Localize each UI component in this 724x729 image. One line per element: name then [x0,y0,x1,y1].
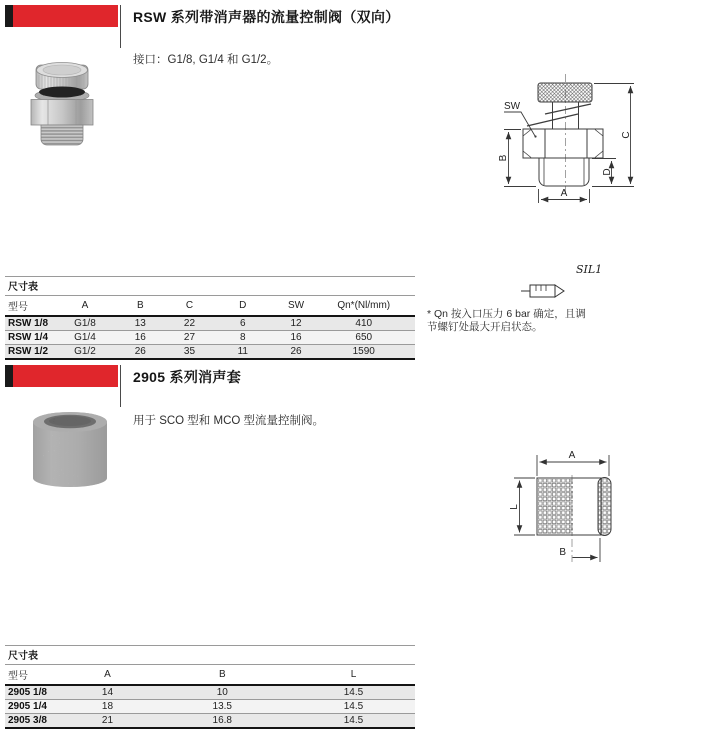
model-cell: RSW 1/2 [5,345,62,360]
table-row: 2905 1/4 18 13.5 14.5 [5,700,415,714]
column-header: A [62,665,152,685]
column-header: B [107,296,173,316]
table-row: RSW 1/2 G1/2 26 35 11 26 1590 [5,345,415,360]
model-cell: RSW 1/8 [5,316,62,331]
section1-red-bar [13,5,118,27]
dimensions-table-rsw [5,276,415,360]
header-row [5,665,415,685]
dim-a-label: A [560,188,568,199]
table-row: 2905 3/8 21 16.8 14.5 [5,714,415,729]
table-row: 2905 1/8 14 10 14.5 [5,685,415,700]
dim-a-label: A [568,450,576,461]
silencer-sleeve-photo [25,406,115,503]
dim-sw-label: SW [504,101,521,112]
model-cell: 2905 3/8 [5,714,62,729]
column-header: C [173,296,206,316]
dim-b-label: B [498,154,509,162]
column-header: L [292,665,415,685]
section2-red-bar [13,365,118,387]
dim-d-label: D [602,168,613,176]
table-row: RSW 1/8 G1/8 13 22 6 12 410 [5,316,415,331]
silencer-symbol-icon [521,285,564,297]
rsw-valve-drawing [420,40,724,310]
dimensions-table-2905 [5,645,415,729]
model-cell: 2905 1/4 [5,700,62,714]
section2-divider [120,365,121,407]
header-row [5,296,415,316]
column-header: 型号 [5,296,62,316]
section2-description: 用于 SCO 型和 MCO 型流量控制阀。 [133,415,325,427]
table-row: RSW 1/4 G1/4 16 27 8 16 650 [5,331,415,345]
section1-divider [120,5,121,48]
sil1-label: SIL1 [576,263,603,276]
column-header: SW [280,296,313,316]
silencer-sleeve-drawing [488,428,724,585]
section1-black-tab [5,5,13,27]
dim-b-label: B [559,547,566,558]
column-header: A [62,296,107,316]
section1-description: 接口：G1/8, G1/4 和 G1/2。 [133,54,279,66]
dim-c-label: C [621,131,632,139]
table-caption: 尺寸表 [5,645,415,665]
qn-footnote: * Qn 按入口压力 6 bar 确定，且调 节螺钉处最大开启状态。 [427,308,586,333]
column-header: 型号 [5,665,62,685]
rsw-valve-photo [30,55,94,152]
model-cell: RSW 1/4 [5,331,62,345]
section1-title: RSW 系列带消声器的流量控制阀（双向） [133,9,400,25]
column-header: Qn*(Nl/mm) [312,296,415,316]
dim-l-label: L [509,504,520,510]
column-header: B [153,665,292,685]
table-caption: 尺寸表 [5,276,415,296]
model-cell: 2905 1/8 [5,685,62,700]
section2-title: 2905 系列消声套 [133,369,242,385]
column-header: D [206,296,280,316]
section2-black-tab [5,365,13,387]
